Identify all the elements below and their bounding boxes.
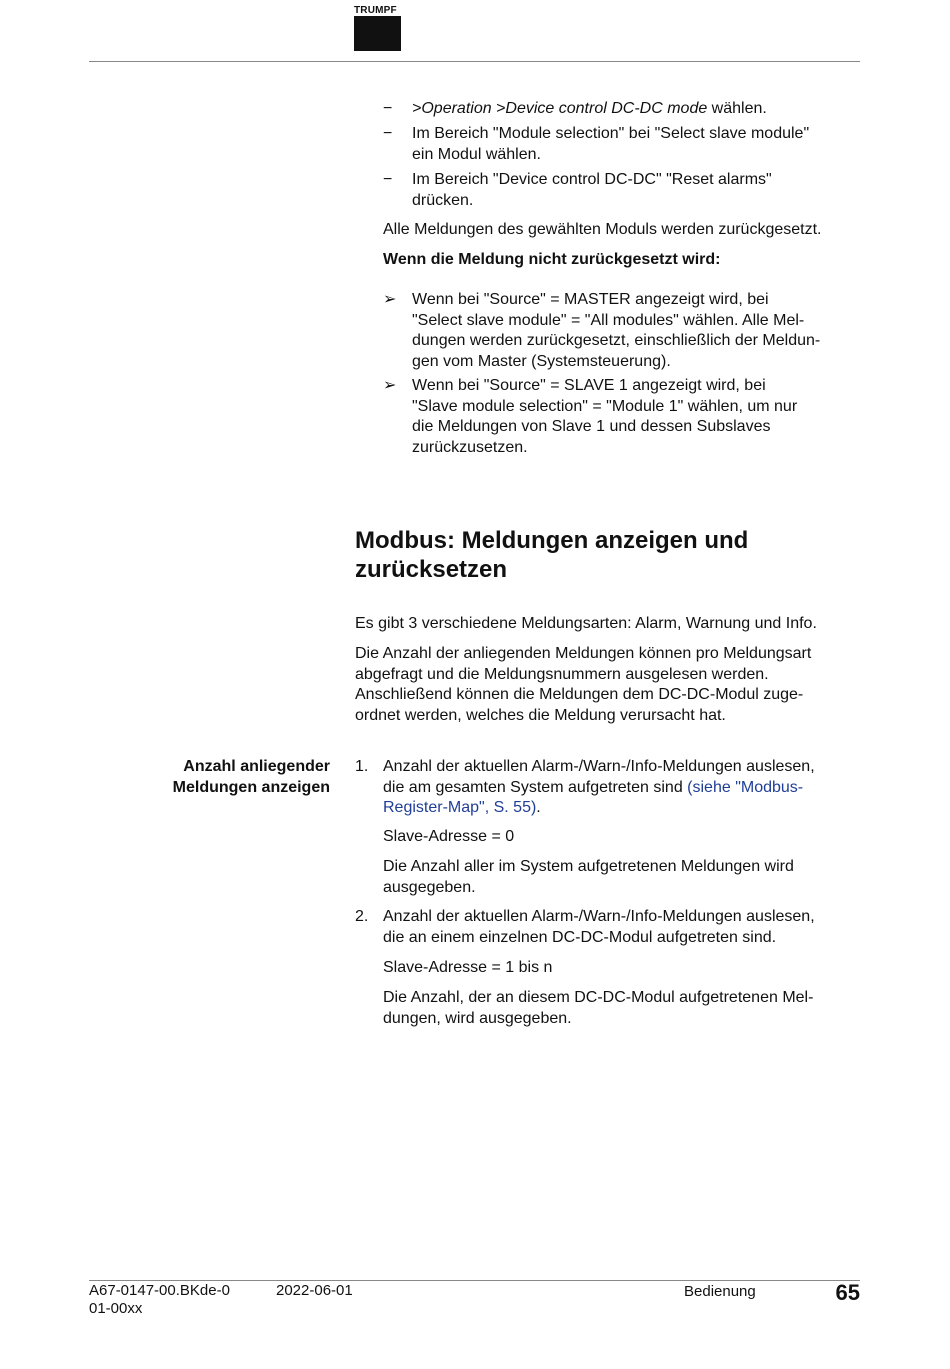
remedy-item [383,376,863,458]
paragraph-line: Die Anzahl der anliegenden Meldungen können pro Meldungsart [355,645,812,662]
remedy-item [383,290,863,372]
item-line: Anzahl der aktuellen Alarm-/Warn-/Info-Meldungen auslesen, [383,908,815,925]
result-text: Alle Meldungen des gewählten Moduls werden zurückgesetzt. [383,221,822,238]
cross-reference-link[interactable]: (siehe "Modbus- [687,778,804,796]
item-number: 1. [355,758,369,775]
footer-rule [89,1280,860,1281]
document-id [89,1282,269,1318]
chapter-name: Bedienung [684,1283,756,1300]
slave-address: Slave-Adresse = 1 bis n [383,959,553,976]
numbered-item [355,907,865,948]
remedy-line: zurückzusetzen. [412,438,528,456]
section-title-line: zurücksetzen [355,556,508,583]
item-line [383,778,865,799]
item-line [383,798,865,819]
slave-address: Slave-Adresse = 0 [383,828,515,845]
section-paragraph: Es gibt 3 verschiedene Meldungsarten: Alarm, Warnung und Info. [355,615,817,632]
item-result [383,857,863,898]
step-item [383,124,863,165]
remedy-line: gen vom Master (Systemsteuerung). [412,352,671,370]
remedy-line: Wenn bei "Source" = MASTER angezeigt wird, bei [412,291,769,308]
item-line: die an einem einzelnen DC-DC-Modul aufgetreten sind. [383,928,777,946]
margin-label-line: Anzahl anliegender [183,758,330,775]
dash-marker: − [383,100,393,117]
header-rule [89,61,860,62]
condition-heading: Wenn die Meldung nicht zurückgesetzt wird: [383,251,721,268]
numbered-item [355,757,865,819]
paragraph-line: abgefragt und die Meldungsnummern ausgelesen werden. [355,665,769,683]
document-id-line: 01-00xx [89,1300,143,1317]
step-item [383,170,863,211]
step-text: drücken. [412,191,474,209]
item-text: die am gesamten System aufgetreten sind [383,778,688,796]
step-text: ein Modul wählen. [412,145,541,163]
logo-text: TRUMPF [354,5,397,16]
paragraph-line: Anschließend können die Meldungen dem DC-DC-Modul zuge- [355,686,804,703]
item-number: 2. [355,908,369,925]
section-title-line: Modbus: Meldungen anzeigen und [355,527,749,554]
trumpf-logo [354,5,402,51]
item-result-line: Die Anzahl, der an diesem DC-DC-Modul aufgetretenen Mel- [383,989,814,1006]
margin-label-line: Meldungen anzeigen [172,778,330,796]
margin-label [100,757,330,798]
document-date: 2022-06-01 [276,1282,353,1299]
item-result-line: ausgegeben. [383,878,476,896]
arrow-marker: ➢ [383,377,397,394]
step-text: wählen. [707,100,767,117]
menu-path: >Operation >Device control DC-DC mode [412,100,708,117]
section-paragraph [355,644,865,726]
item-line: Anzahl der aktuellen Alarm-/Warn-/Info-Meldungen auslesen, [383,758,815,775]
remedy-line: Wenn bei "Source" = SLAVE 1 angezeigt wird, bei [412,377,766,394]
remedy-line: "Slave module selection" = "Module 1" wählen, um nur [412,397,798,415]
remedy-line: die Meldungen von Slave 1 und dessen Subslaves [412,418,771,435]
page-number: 65 [835,1280,860,1305]
item-result-line: Die Anzahl aller im System aufgetretenen Meldungen wird [383,858,794,875]
paragraph-line: ordnet werden, welches die Meldung verursacht hat. [355,706,726,724]
document-id-line: A67-0147-00.BKde-0 [89,1282,230,1299]
section-title [355,526,855,584]
step-text: Im Bereich "Module selection" bei "Select slave module" [412,125,810,142]
logo-block [354,16,401,51]
item-result-line: dungen, wird ausgegeben. [383,1009,572,1027]
remedy-line: dungen werden zurückgesetzt, einschließlich der Meldun- [412,332,821,349]
remedy-line: "Select slave module" = "All modules" wählen. Alle Mel- [412,311,805,329]
dash-marker: − [383,171,393,188]
step-text: Im Bereich "Device control DC-DC" "Reset alarms" [412,171,772,188]
cross-reference-link[interactable]: Register-Map", S. 55) [383,799,537,816]
item-result [383,988,863,1029]
item-text: . [536,799,541,816]
arrow-marker: ➢ [383,291,397,308]
dash-marker: − [383,125,393,142]
step-item [383,99,863,120]
